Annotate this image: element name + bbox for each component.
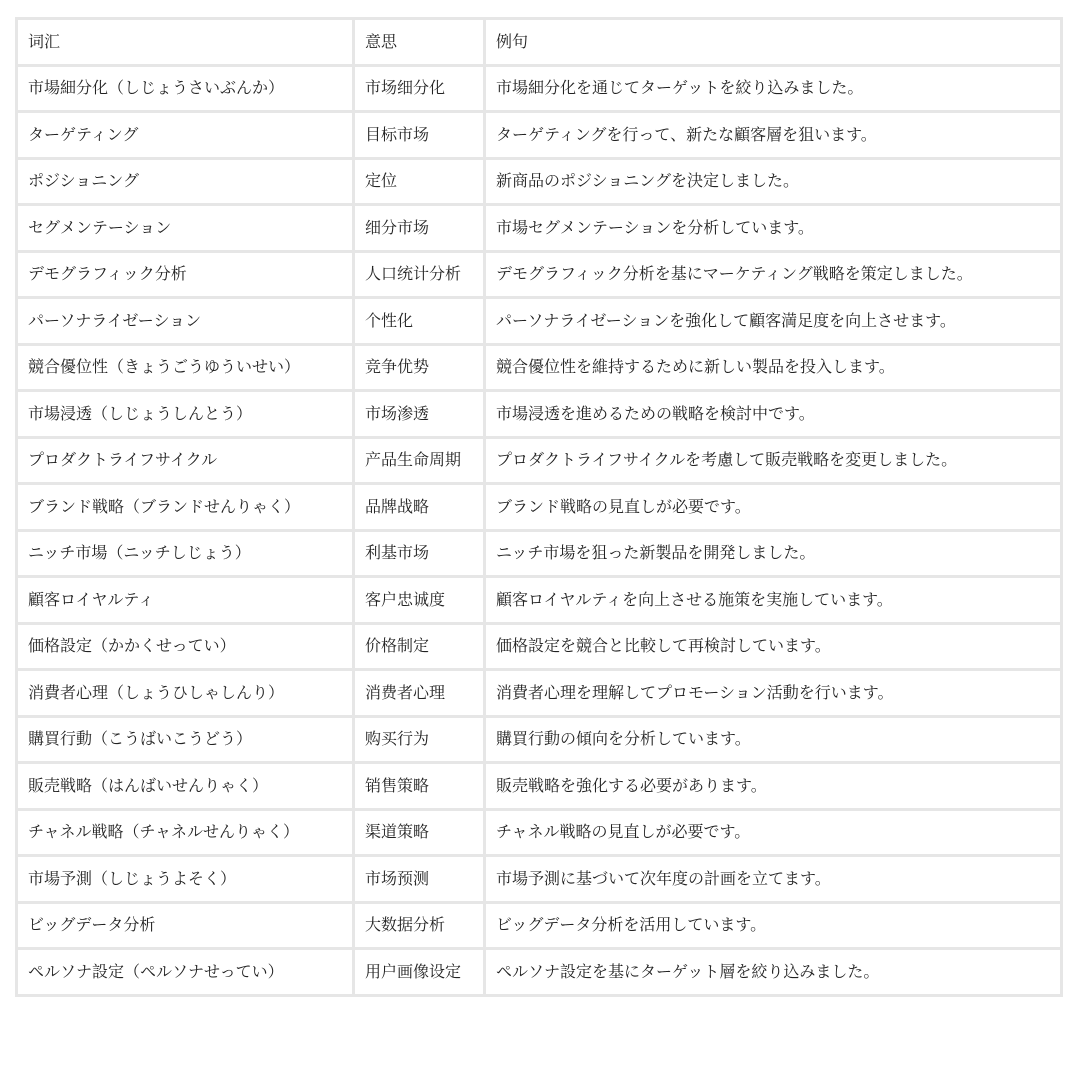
cell-example: 市場予測に基づいて次年度の計画を立てます。 bbox=[485, 856, 1062, 903]
table-row bbox=[17, 112, 1062, 159]
table-row bbox=[17, 65, 1062, 112]
cell-vocabulary: 購買行動（こうばいこうどう） bbox=[17, 716, 354, 763]
cell-example: 競合優位性を維持するために新しい製品を投入します。 bbox=[485, 344, 1062, 391]
cell-vocabulary: デモグラフィック分析 bbox=[17, 251, 354, 298]
table-row bbox=[17, 530, 1062, 577]
table-row bbox=[17, 670, 1062, 717]
table-row bbox=[17, 716, 1062, 763]
cell-vocabulary: 競合優位性（きょうごうゆういせい） bbox=[17, 344, 354, 391]
table-row bbox=[17, 856, 1062, 903]
table-row bbox=[17, 205, 1062, 252]
cell-meaning: 定位 bbox=[354, 158, 485, 205]
cell-example: 新商品のポジショニングを決定しました。 bbox=[485, 158, 1062, 205]
table-row bbox=[17, 902, 1062, 949]
table-row bbox=[17, 344, 1062, 391]
cell-example: プロダクトライフサイクルを考慮して販売戦略を変更しました。 bbox=[485, 437, 1062, 484]
table-row bbox=[17, 251, 1062, 298]
cell-example: 販売戦略を強化する必要があります。 bbox=[485, 763, 1062, 810]
cell-vocabulary: 価格設定（かかくせってい） bbox=[17, 623, 354, 670]
cell-vocabulary: 市場予測（しじょうよそく） bbox=[17, 856, 354, 903]
cell-example: 市場浸透を進めるための戦略を検討中です。 bbox=[485, 391, 1062, 438]
cell-meaning: 市场渗透 bbox=[354, 391, 485, 438]
cell-example: 顧客ロイヤルティを向上させる施策を実施しています。 bbox=[485, 577, 1062, 624]
cell-meaning: 产品生命周期 bbox=[354, 437, 485, 484]
cell-vocabulary: 販売戦略（はんばいせんりゃく） bbox=[17, 763, 354, 810]
cell-meaning: 利基市场 bbox=[354, 530, 485, 577]
table-row bbox=[17, 391, 1062, 438]
cell-example: ペルソナ設定を基にターゲット層を絞り込みました。 bbox=[485, 949, 1062, 996]
cell-meaning: 品牌战略 bbox=[354, 484, 485, 531]
header-cell-vocabulary: 词汇 bbox=[17, 19, 354, 66]
table-row bbox=[17, 437, 1062, 484]
cell-example: 価格設定を競合と比較して再検討しています。 bbox=[485, 623, 1062, 670]
vocabulary-table-container bbox=[15, 17, 1063, 997]
cell-example: ニッチ市場を狙った新製品を開発しました。 bbox=[485, 530, 1062, 577]
cell-vocabulary: ニッチ市場（ニッチしじょう） bbox=[17, 530, 354, 577]
cell-meaning: 细分市场 bbox=[354, 205, 485, 252]
cell-vocabulary: 市場浸透（しじょうしんとう） bbox=[17, 391, 354, 438]
header-cell-example: 例句 bbox=[485, 19, 1062, 66]
table-row bbox=[17, 577, 1062, 624]
table-row bbox=[17, 158, 1062, 205]
cell-example: ターゲティングを行って、新たな顧客層を狙います。 bbox=[485, 112, 1062, 159]
cell-example: ブランド戦略の見直しが必要です。 bbox=[485, 484, 1062, 531]
cell-meaning: 大数据分析 bbox=[354, 902, 485, 949]
vocabulary-table bbox=[15, 17, 1063, 997]
cell-vocabulary: チャネル戦略（チャネルせんりゃく） bbox=[17, 809, 354, 856]
cell-meaning: 个性化 bbox=[354, 298, 485, 345]
table-body bbox=[17, 19, 1062, 996]
cell-vocabulary: パーソナライゼーション bbox=[17, 298, 354, 345]
cell-vocabulary: ポジショニング bbox=[17, 158, 354, 205]
cell-vocabulary: 市場細分化（しじょうさいぶんか） bbox=[17, 65, 354, 112]
cell-example: チャネル戦略の見直しが必要です。 bbox=[485, 809, 1062, 856]
cell-vocabulary: ビッグデータ分析 bbox=[17, 902, 354, 949]
table-row bbox=[17, 763, 1062, 810]
cell-example: ビッグデータ分析を活用しています。 bbox=[485, 902, 1062, 949]
cell-vocabulary: 顧客ロイヤルティ bbox=[17, 577, 354, 624]
table-row bbox=[17, 298, 1062, 345]
cell-example: 消費者心理を理解してプロモーション活動を行います。 bbox=[485, 670, 1062, 717]
cell-example: デモグラフィック分析を基にマーケティング戦略を策定しました。 bbox=[485, 251, 1062, 298]
table-row bbox=[17, 809, 1062, 856]
cell-meaning: 目标市场 bbox=[354, 112, 485, 159]
cell-example: 市場細分化を通じてターゲットを絞り込みました。 bbox=[485, 65, 1062, 112]
table-row bbox=[17, 949, 1062, 996]
cell-meaning: 渠道策略 bbox=[354, 809, 485, 856]
cell-meaning: 人口统计分析 bbox=[354, 251, 485, 298]
cell-vocabulary: プロダクトライフサイクル bbox=[17, 437, 354, 484]
cell-meaning: 销售策略 bbox=[354, 763, 485, 810]
header-row bbox=[17, 19, 1062, 66]
table-row bbox=[17, 623, 1062, 670]
header-cell-meaning: 意思 bbox=[354, 19, 485, 66]
cell-meaning: 市场预测 bbox=[354, 856, 485, 903]
cell-meaning: 市场细分化 bbox=[354, 65, 485, 112]
cell-vocabulary: ペルソナ設定（ペルソナせってい） bbox=[17, 949, 354, 996]
cell-meaning: 客户忠诚度 bbox=[354, 577, 485, 624]
cell-meaning: 用户画像设定 bbox=[354, 949, 485, 996]
cell-example: パーソナライゼーションを強化して顧客満足度を向上させます。 bbox=[485, 298, 1062, 345]
cell-vocabulary: ブランド戦略（ブランドせんりゃく） bbox=[17, 484, 354, 531]
cell-vocabulary: 消費者心理（しょうひしゃしんり） bbox=[17, 670, 354, 717]
cell-example: 購買行動の傾向を分析しています。 bbox=[485, 716, 1062, 763]
cell-meaning: 购买行为 bbox=[354, 716, 485, 763]
cell-meaning: 消费者心理 bbox=[354, 670, 485, 717]
cell-meaning: 竞争优势 bbox=[354, 344, 485, 391]
table-row bbox=[17, 484, 1062, 531]
cell-example: 市場セグメンテーションを分析しています。 bbox=[485, 205, 1062, 252]
cell-vocabulary: セグメンテーション bbox=[17, 205, 354, 252]
cell-meaning: 价格制定 bbox=[354, 623, 485, 670]
cell-vocabulary: ターゲティング bbox=[17, 112, 354, 159]
